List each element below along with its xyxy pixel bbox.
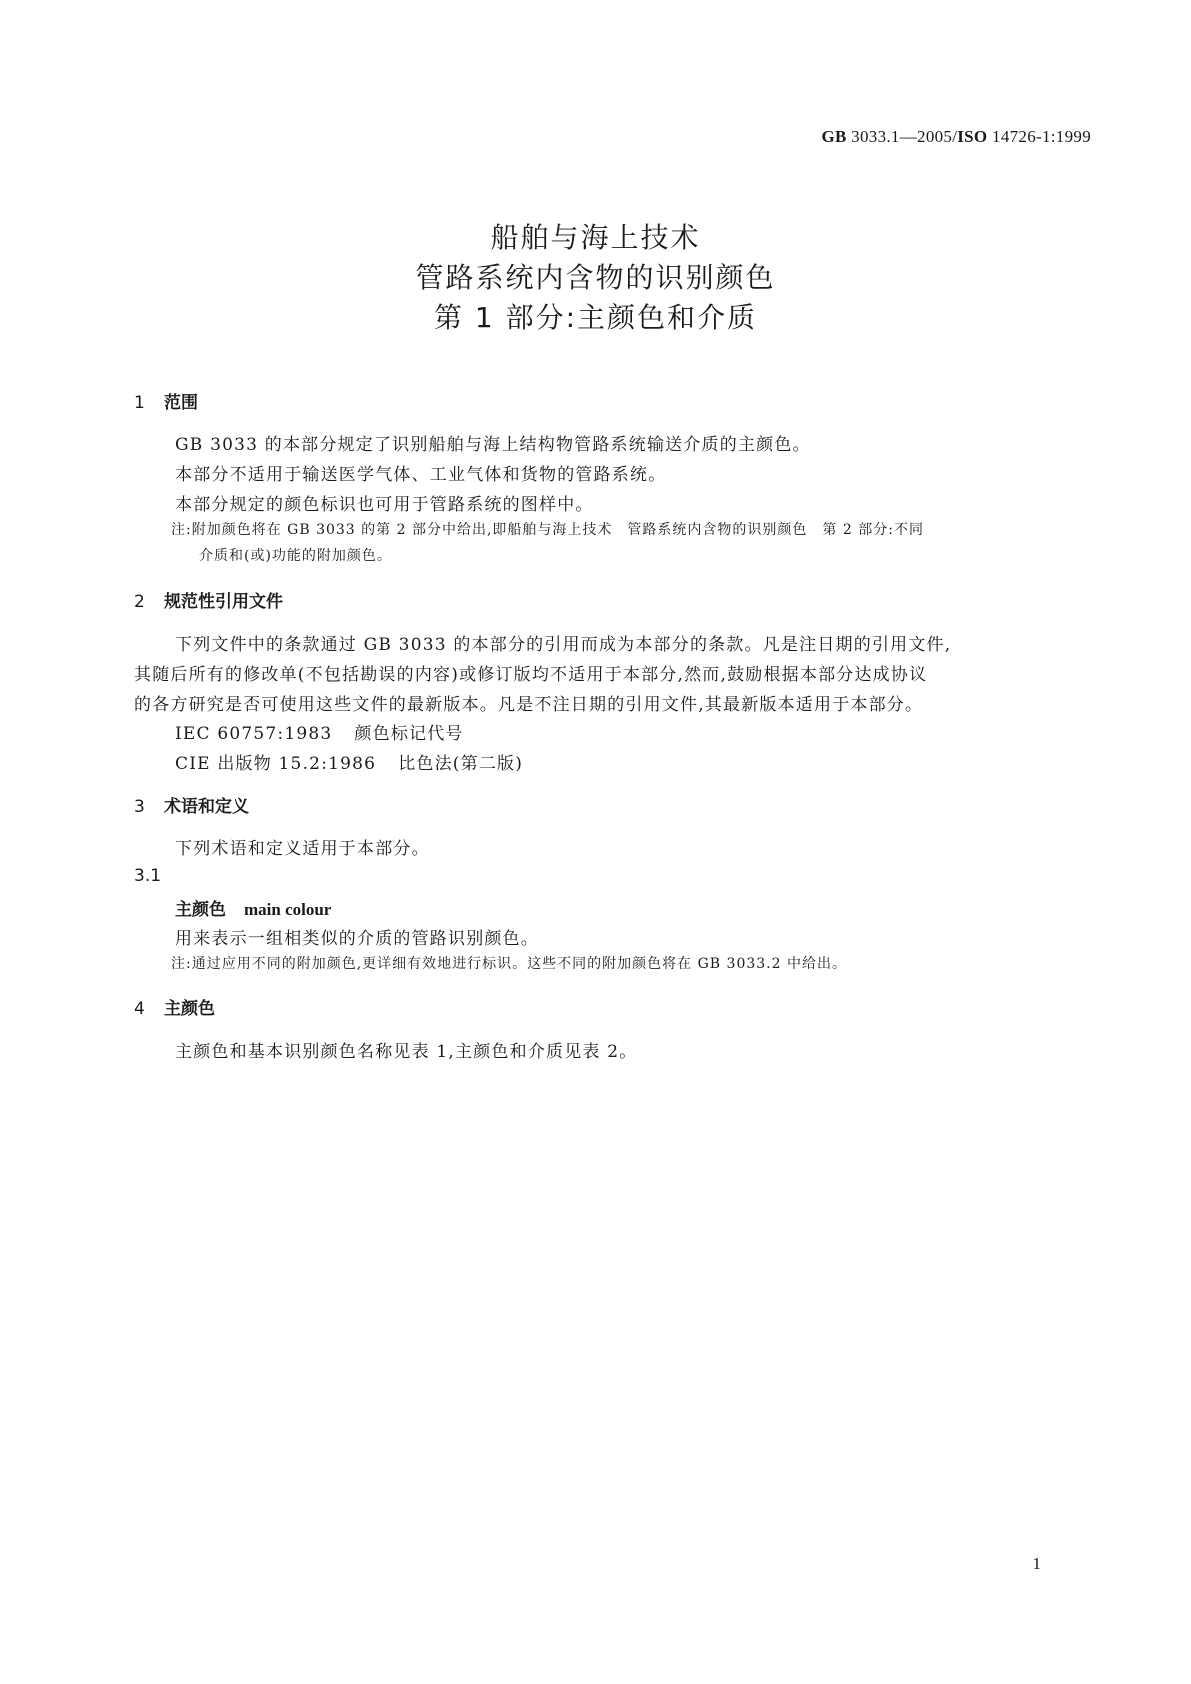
reference-1-code: IEC 60757:1983 xyxy=(175,724,333,744)
section-3-heading xyxy=(134,792,249,817)
subsection-3-1-number: 3.1 xyxy=(134,866,162,886)
section-3-title: 术语和定义 xyxy=(164,797,249,817)
page-number: 1 xyxy=(1032,1554,1041,1573)
section-1-note-line-2: 介质和(或)功能的附加颜色。 xyxy=(199,548,392,564)
iso-number: 14726-1:1999 xyxy=(992,127,1091,146)
section-2-number: 2 xyxy=(134,592,145,612)
section-4-title: 主颜色 xyxy=(164,999,215,1019)
std-prefix: GB xyxy=(821,127,847,146)
section-1-heading xyxy=(134,388,198,413)
title-line-3: 第 1 部分:主颜色和介质 xyxy=(433,301,758,334)
reference-2-code: CIE 出版物 15.2:1986 xyxy=(175,754,377,774)
reference-1-title: 颜色标记代号 xyxy=(354,724,464,744)
section-3-note: 注:通过应用不同的附加颜色,更详细有效地进行标识。这些不同的附加颜色将在 GB 3033.2 中给出。 xyxy=(171,956,847,972)
title-line-1: 船舶与海上技术 xyxy=(490,221,701,254)
section-1-para-3: 本部分规定的颜色标识也可用于管路系统的图样中。 xyxy=(175,495,594,515)
reference-2 xyxy=(175,749,523,774)
term-heading xyxy=(175,895,331,920)
standard-code xyxy=(821,127,1091,147)
section-3-intro: 下列术语和定义适用于本部分。 xyxy=(175,839,430,859)
section-1-title: 范围 xyxy=(164,393,198,413)
iso-prefix: ISO xyxy=(957,127,988,146)
title-line-2: 管路系统内含物的识别颜色 xyxy=(415,261,776,294)
section-2-para-line-2: 其随后所有的修改单(不包括勘误的内容)或修订版均不适用于本部分,然而,鼓励根据本部分达成协议 xyxy=(134,665,928,685)
section-2-title: 规范性引用文件 xyxy=(164,592,283,612)
term-zh: 主颜色 xyxy=(175,900,226,920)
term-en: main colour xyxy=(244,900,332,919)
section-1-para-1: GB 3033 的本部分规定了识别船舶与海上结构物管路系统输送介质的主颜色。 xyxy=(175,435,811,455)
term-definition: 用来表示一组相类似的介质的管路识别颜色。 xyxy=(175,929,539,949)
section-3-number: 3 xyxy=(134,797,145,817)
section-1-note-line-1: 注:附加颜色将在 GB 3033 的第 2 部分中给出,即船舶与海上技术 管路系统内含物的识别颜色 第 2 部分:不同 xyxy=(171,522,924,538)
section-2-para-line-3: 的各方研究是否可使用这些文件的最新版本。凡是不注日期的引用文件,其最新版本适用于本部分。 xyxy=(134,695,924,715)
section-4-text: 主颜色和基本识别颜色名称见表 1,主颜色和介质见表 2。 xyxy=(175,1042,638,1062)
section-1-number: 1 xyxy=(134,393,145,413)
section-4-number: 4 xyxy=(134,999,145,1019)
section-2-para-line-1: 下列文件中的条款通过 GB 3033 的本部分的引用而成为本部分的条款。凡是注日期的引用文件, xyxy=(175,635,952,655)
section-2-heading xyxy=(134,587,283,612)
section-1-para-2: 本部分不适用于输送医学气体、工业气体和货物的管路系统。 xyxy=(175,465,667,485)
reference-2-title: 比色法(第二版) xyxy=(398,754,524,774)
section-4-heading xyxy=(134,994,215,1019)
reference-1 xyxy=(175,719,464,744)
std-number: 3033.1—2005/ xyxy=(851,127,958,146)
